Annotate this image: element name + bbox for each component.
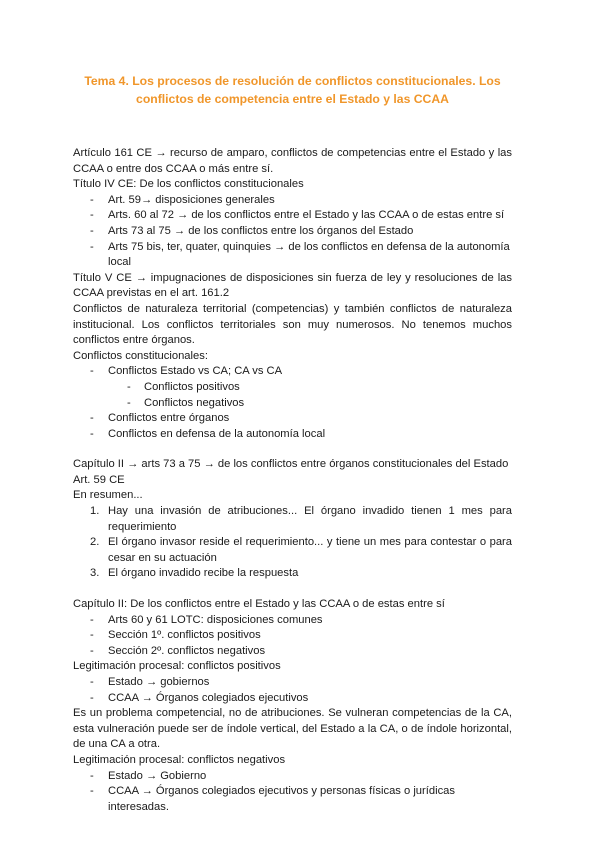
paragraph-titulo-iv: Título IV CE: De los conflictos constitucionales — [73, 178, 304, 191]
list-legitimacion-negativos — [73, 769, 512, 816]
sublist-conflictos — [73, 380, 512, 411]
list-item: - Sección 2º. conflictos negativos — [73, 644, 512, 660]
paragraph-legitimacion-positivos: Legitimación procesal: conflictos positivos — [73, 660, 281, 673]
title-line-2: conflictos de competencia entre el Estado y las CCAA — [136, 92, 449, 106]
list-item: - Arts 73 al 75 → de los conflictos entre los órganos del Estado — [73, 224, 512, 240]
paragraph-titulo-v: Título V CE → impugnaciones de disposiciones sin fuerza de ley y resoluciones de las CCAA previstas en el art. 161.2 — [73, 271, 512, 300]
item-text: El órgano invadido recibe la respuesta — [108, 567, 299, 580]
list-item: - Conflictos en defensa de la autonomía local — [73, 427, 512, 443]
paragraph-legitimacion-negativos: Legitimación procesal: conflictos negativos — [73, 753, 286, 766]
list-item: - CCAA → Órganos colegiados ejecutivos y personas físicas o jurídicas interesadas. — [73, 784, 512, 815]
list-conflictos-cont — [73, 411, 512, 442]
list-conflictos — [73, 364, 512, 380]
list-item: - Art. 59→ disposiciones generales — [73, 193, 512, 209]
sublist-item: - Conflictos negativos — [73, 396, 512, 412]
paragraph-naturaleza: Conflictos de naturaleza territorial (competencias) y también conflictos de naturaleza institucional. Los conflictos territoriales son muy numerosos. No tenemos muchos conflictos entre órganos. — [73, 302, 512, 347]
list-legitimacion-positivos — [73, 675, 512, 706]
spacer — [73, 442, 512, 457]
list-item: - Arts 75 bis, ter, quater, quinquies → de los conflictos en defensa de la autonomía local — [73, 240, 512, 271]
sublist-item: - Conflictos positivos — [73, 380, 512, 396]
paragraph-en-resumen: En resumen... — [73, 489, 143, 502]
numbered-list-resumen — [73, 504, 512, 582]
numbered-item — [73, 566, 512, 582]
item-number: 1. — [90, 505, 100, 518]
list-item: - Conflictos Estado vs CA; CA vs CA — [73, 364, 512, 380]
paragraph-problema-competencial: Es un problema competencial, no de atribuciones. Se vulneran competencias de la CA, esta vulneración puede ser de índole vertical, del Estado a la CA, o de índole horizontal, de una CA a otra. — [73, 707, 512, 751]
spacer — [73, 582, 512, 597]
item-text: Hay una invasión de atribuciones... El órgano invadido tienen 1 mes para requerimiento — [108, 505, 512, 533]
list-titulo-iv — [73, 193, 512, 271]
list-item: - Arts. 60 al 72 → de los conflictos entre el Estado y las CCAA o de estas entre sí — [73, 208, 512, 224]
list-item: - Estado → Gobierno — [73, 769, 512, 785]
title-line-1: Tema 4. Los procesos de resolución de conflictos constitucionales. Los — [84, 74, 501, 88]
paragraph-conflictos-constitucionales: Conflictos constitucionales: — [73, 349, 208, 362]
paragraph-capitulo-ii-estado: Capítulo II: De los conflictos entre el Estado y las CCAA o de estas entre sí — [73, 598, 445, 611]
document-title — [73, 72, 512, 108]
list-capitulo-ii — [73, 613, 512, 660]
list-item: - Sección 1º. conflictos positivos — [73, 628, 512, 644]
item-text: El órgano invasor reside el requerimiento... y tiene un mes para contestar o para cesar en su actuación — [108, 536, 512, 564]
numbered-item — [73, 535, 512, 566]
item-number: 3. — [90, 567, 100, 580]
paragraph-art-59: Art. 59 CE — [73, 473, 125, 486]
paragraph-capitulo-ii-organos: Capítulo II → arts 73 a 75 → de los conflictos entre órganos constitucionales del Estado — [73, 458, 509, 471]
list-item: - Arts 60 y 61 LOTC: disposiciones comunes — [73, 613, 512, 629]
list-item: - CCAA → Órganos colegiados ejecutivos — [73, 691, 512, 707]
paragraph-art-161: Artículo 161 CE → recurso de amparo, conflictos de competencias entre el Estado y las CCAA o entre dos CCAA o más entre sí. — [73, 147, 512, 175]
item-number: 2. — [90, 536, 100, 549]
list-item: - Estado → gobiernos — [73, 675, 512, 691]
list-item: - Conflictos entre órganos — [73, 411, 512, 427]
numbered-item — [73, 504, 512, 535]
